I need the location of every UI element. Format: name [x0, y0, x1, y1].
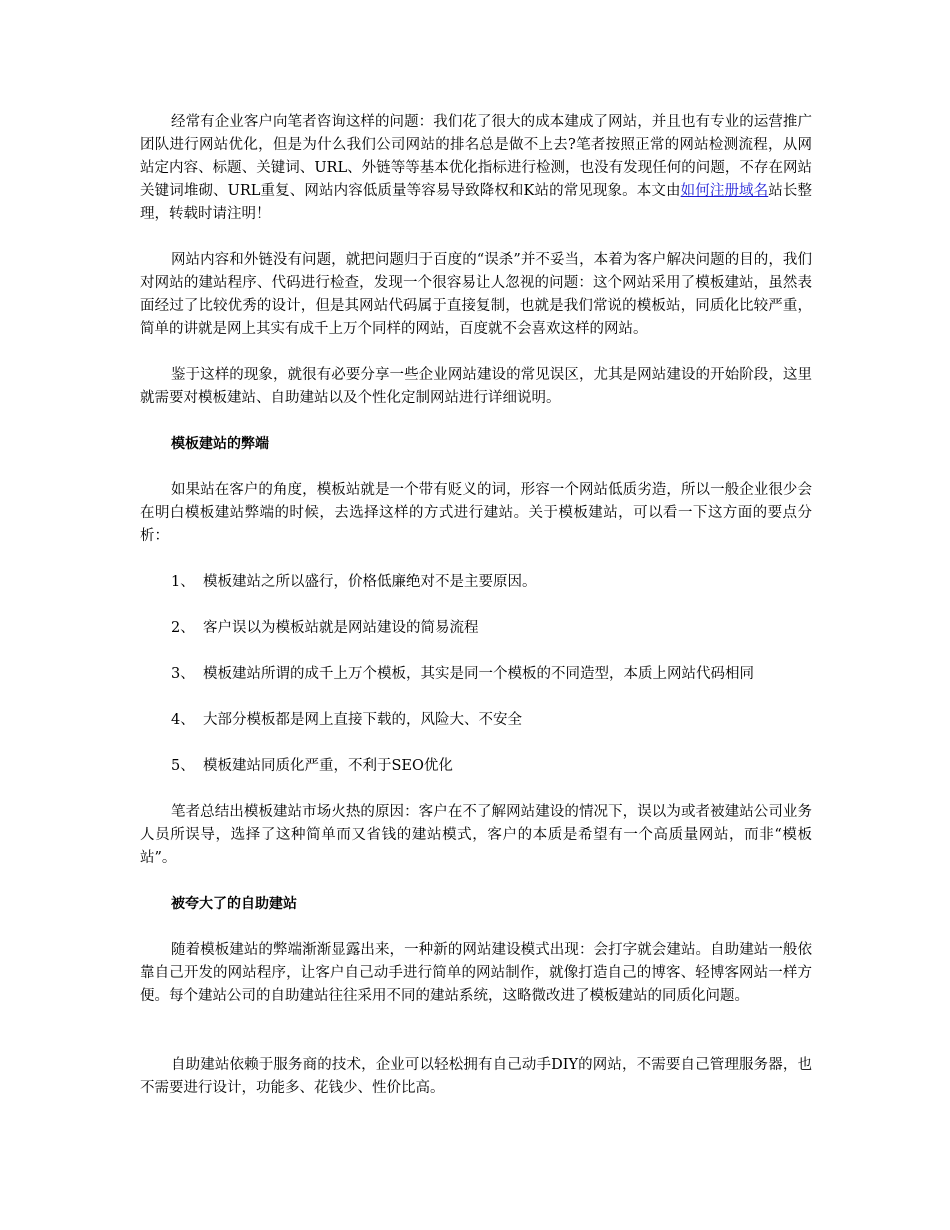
register-domain-link[interactable]: 如何注册域名 — [680, 183, 769, 199]
list-item-3 — [171, 663, 843, 686]
list-item-2 — [171, 617, 843, 640]
list-item-number: 2、 — [171, 620, 195, 636]
paragraph-4: 如果站在客户的角度，模板站就是一个带有贬义的词，形容一个网站低质劣造，所以一般企业很少会在明白模板建站弊端的时候，去选择这样的方式进行建站。关于模板建站，可以看一下这方面的要点分析： — [140, 482, 812, 544]
list-item-1 — [171, 571, 843, 594]
paragraph-7: 自助建站依赖于服务商的技术，企业可以轻松拥有自己动手DIY的网站，不需要自己管理服务器，也不需要进行设计，功能多、花钱少、性价比高。 — [140, 1057, 812, 1096]
list-item-number: 1、 — [171, 574, 195, 590]
paragraph-6: 随着模板建站的弊端渐渐显露出来，一种新的网站建设模式出现：会打字就会建站。自助建站一般依靠自己开发的网站程序，让客户自己动手进行简单的网站制作，就像打造自己的博客、轻博客网站一样方便。每个建站公司的自助建站往往采用不同的建站系统，这略微改进了模板建站的同质化问题。 — [140, 942, 812, 1004]
list-item-number: 3、 — [171, 666, 195, 682]
list-item-text: 模板建站同质化严重，不利于SEO优化 — [203, 758, 453, 774]
heading-self-service-sites: 被夸大了的自助建站 — [171, 896, 297, 912]
list-item-4 — [171, 709, 843, 732]
intro-paragraph — [140, 111, 812, 226]
list-item-text: 客户误以为模板站就是网站建设的简易流程 — [203, 620, 479, 636]
intro-text-before-link: 经常有企业客户向笔者咨询这样的问题：我们花了很大的成本建成了网站，并且也有专业的运营推广团队进行网站优化，但是为什么我们公司网站的排名总是做不上去?笔者按照正常的网站检测流程，从网站定内容、标题、关键词、URL、外链等等基本优化指标进行检测，也没有发现任何的问题，不存在网站关键词堆砌、URL重复、网站内容低质量等容易导致降权和K站的常见现象。本文由 — [140, 114, 812, 199]
intro-text-after-link: 站长整理，转载时请注明！ — [140, 183, 813, 222]
list-item-text: 模板建站所谓的成千上万个模板，其实是同一个模板的不同造型，本质上网站代码相同 — [203, 666, 754, 682]
list-item-text: 模板建站之所以盛行，价格低廉绝对不是主要原因。 — [203, 574, 537, 590]
list-item-5 — [171, 755, 843, 778]
paragraph-2: 网站内容和外链没有问题，就把问题归于百度的“误杀”并不妥当，本着为客户解决问题的目的，我们对网站的建站程序、代码进行检查，发现一个很容易让人忽视的问题：这个网站采用了模板建站，虽然表面经过了比较优秀的设计，但是其网站代码属于直接复制，也就是我们常说的模板站，同质化比较严重，简单的讲就是网上其实有成千上万个同样的网站，百度就不会喜欢这样的网站。 — [140, 252, 812, 337]
paragraph-3: 鉴于这样的现象，就很有必要分享一些企业网站建设的常见误区，尤其是网站建设的开始阶段，这里就需要对模板建站、自助建站以及个性化定制网站进行详细说明。 — [140, 367, 812, 406]
list-item-text: 大部分模板都是网上直接下载的，风险大、不安全 — [203, 712, 522, 728]
list-item-number: 5、 — [171, 758, 195, 774]
list-item-number: 4、 — [171, 712, 195, 728]
heading-template-drawbacks: 模板建站的弊端 — [171, 436, 269, 452]
paragraph-5: 笔者总结出模板建站市场火热的原因：客户在不了解网站建设的情况下，误以为或者被建站公司业务人员所误导，选择了这种简单而又省钱的建站模式，客户的本质是希望有一个高质量网站，而非“模板站”。 — [140, 804, 812, 866]
